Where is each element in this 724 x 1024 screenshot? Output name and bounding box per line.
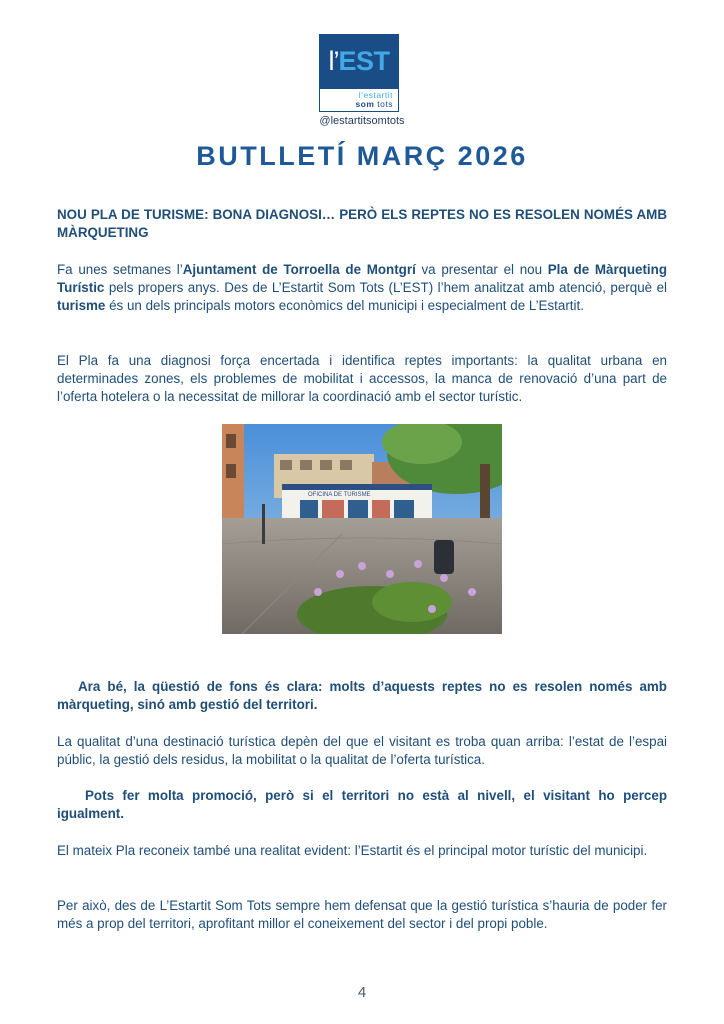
tourism-office-photo xyxy=(222,424,502,634)
paragraph-diagnosis: El Pla fa una diagnosi força encertada i identifica reptes importants: la qualitat urbana en determinades zones, els problemes de mobilitat i accessos, la manca de renovació d’una part de l’oferta hotelera o la necessitat de millorar la coordinació amb el sector turístic. xyxy=(57,353,667,405)
callout-promotion: Pots fer molta promoció, però si el territori no està al nivell, el visitant ho percep igualment. xyxy=(57,788,667,822)
paragraph-main-motor: El mateix Pla reconeix també una realitat evident: l’Estartit és el principal motor turístic del municipi. xyxy=(57,843,648,858)
photo-illustration xyxy=(222,424,502,634)
logo-tagline-line2 xyxy=(320,100,398,109)
logo-tagline xyxy=(319,89,399,112)
social-handle: @lestartitsomtots xyxy=(319,115,405,127)
logo-tagline-rest: tots xyxy=(374,99,393,109)
p1-bold-turisme: turisme xyxy=(57,298,106,314)
p1-text-1: Fa unes setmanes l’ xyxy=(57,262,183,277)
logo-prefix: l’ xyxy=(328,46,339,76)
logo-tagline-line1: l’estartit xyxy=(358,90,393,100)
page-title: BUTLLETÍ MARÇ 2026 xyxy=(196,141,528,171)
lest-logo xyxy=(319,34,399,112)
photo-sign-text: OFICINA DE TURISME xyxy=(308,492,371,498)
logo-mark xyxy=(319,34,399,89)
logo-tagline-bold: som xyxy=(355,99,375,109)
p1-text-2: va presentar el nou xyxy=(415,262,548,277)
paragraph-destination-quality: La qualitat d’una destinació turística depèn del que el visitant es troba quan arriba: l’estat de l’espai públic, la gestió dels residus, la mobilitat o la qualitat de l’oferta turística. xyxy=(57,734,667,768)
paragraph-intro xyxy=(57,261,667,316)
article-heading: NOU PLA DE TURISME: BONA DIAGNOSI… PERÒ ELS REPTES NO ES RESOLEN NOMÉS AMB MÀRQUETING xyxy=(57,207,667,241)
page-number: 4 xyxy=(357,984,367,1001)
logo-brand: EST xyxy=(338,46,390,76)
paragraph-local-management: Per això, des de L’Estartit Som Tots sempre hem defensat que la gestió turística s’hauria de poder fer més a prop del territori, aprofitant millor el coneixement del sector i del propi poble. xyxy=(57,898,667,932)
callout-management: Ara bé, la qüestió de fons és clara: molts d’aquests reptes no es resolen només amb màrqueting, sinó amb gestió del territori. xyxy=(57,679,667,713)
p1-text-3: pels propers anys. Des de L’Estartit Som Tots (L’EST) l’hem analitzat amb atenció, perquè el xyxy=(104,280,667,296)
p1-text-4: és un dels principals motors econòmics del municipi i especialment de L’Estartit. xyxy=(105,298,584,314)
p1-bold-pla: Pla de Màrqueting Turístic xyxy=(57,262,667,296)
p1-bold-ajuntament: Ajuntament de Torroella de Montgrí xyxy=(182,262,416,277)
